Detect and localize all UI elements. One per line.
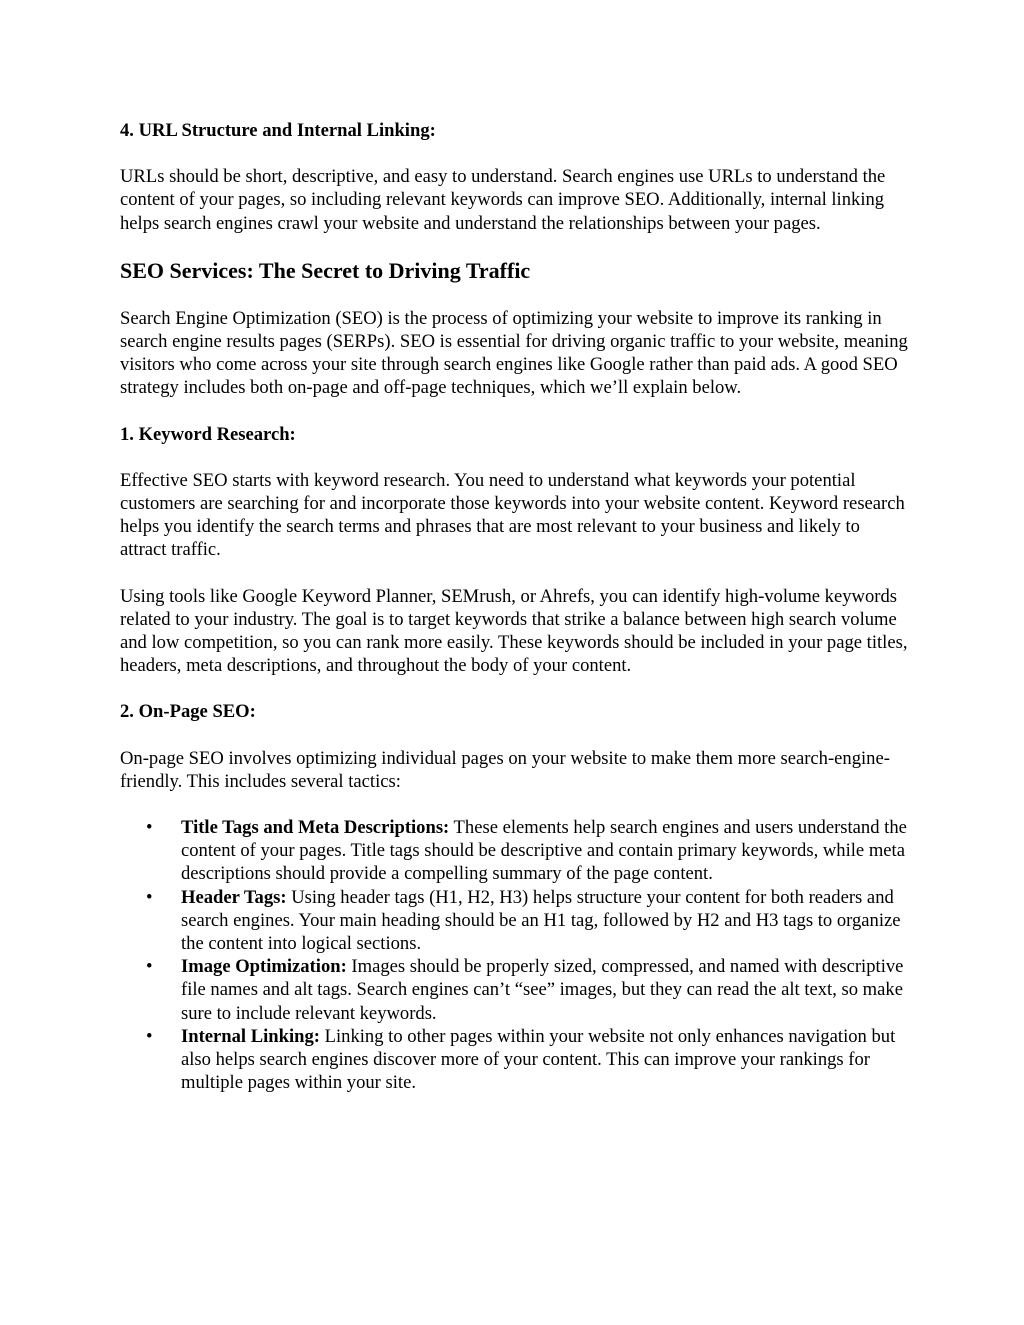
keyword-research-heading: 1. Keyword Research: xyxy=(120,423,296,445)
seo-intro-paragraph: Search Engine Optimization (SEO) is the process of optimizing your website to improve its ranking in search engine results pages (SERPs). SEO is essential for driving organic traffic to your website, meaning visitors who come across your site through search engines like Google rather than paid ads. A good SEO strategy includes both on-page and off-page techniques, which we’ll explain below. xyxy=(120,307,908,399)
tactic-term: Title Tags and Meta Descriptions: xyxy=(181,817,450,839)
bullet-icon: • xyxy=(146,886,153,908)
bullet-icon: • xyxy=(146,1025,153,1047)
url-structure-heading: 4. URL Structure and Internal Linking: xyxy=(120,120,436,141)
tactic-term: Internal Linking: xyxy=(181,1025,320,1047)
on-page-seo-heading: 2. On-Page SEO: xyxy=(120,701,256,723)
tactic-description: These elements help search engines and users understand the content of your pages. Title tags should be descriptive and contain primary keywords, while meta descriptions should provide a compelling summary of the page content. xyxy=(181,817,907,885)
list-item xyxy=(120,1025,910,1095)
document-page xyxy=(120,119,910,1095)
tactic-term: Image Optimization: xyxy=(181,956,347,978)
bullet-icon: • xyxy=(146,817,153,839)
tactic-description: Linking to other pages within your website not only enhances navigation but also helps search engines discover more of your content. This can improve your rankings for multiple pages within your site. xyxy=(181,1025,896,1094)
keyword-research-paragraph-2: Using tools like Google Keyword Planner, SEMrush, or Ahrefs, you can identify high-volume keywords related to your industry. The goal is to target keywords that strike a balance between high search volume and low competition, so you can rank more easily. These keywords should be included in your page titles, headers, meta descriptions, and throughout the body of your content. xyxy=(120,585,908,677)
tactics-list xyxy=(120,816,910,1094)
bullet-icon: • xyxy=(146,956,153,978)
url-structure-paragraph: URLs should be short, descriptive, and easy to understand. Search engines use URLs to understand the content of your pages, so including relevant keywords can improve SEO. Additionally, internal linking helps search engines crawl your website and understand the relationships between your pages. xyxy=(120,166,886,234)
tactic-term: Header Tags: xyxy=(181,886,287,908)
tactic-description: Using header tags (H1, H2, H3) helps structure your content for both readers and search engines. Your main heading should be an H1 tag, followed by H2 and H3 tags to organize the content into logical sections. xyxy=(181,886,901,955)
list-item xyxy=(120,955,910,1025)
list-item xyxy=(120,886,910,956)
on-page-seo-paragraph: On-page SEO involves optimizing individual pages on your website to make them more search-engine-friendly. This includes several tactics: xyxy=(120,747,890,792)
tactic-description: Images should be properly sized, compressed, and named with descriptive file names and alt tags. Search engines can’t “see” images, but they can read the alt text, so make sure to include relevant keywords. xyxy=(181,956,904,1024)
keyword-research-paragraph-1: Effective SEO starts with keyword research. You need to understand what keywords your potential customers are searching for and incorporate those keywords into your website content. Keyword research helps you identify the search terms and phrases that are most relevant to your business and likely to attract traffic. xyxy=(120,469,905,561)
seo-services-title: SEO Services: The Secret to Driving Traffic xyxy=(120,257,531,283)
list-item xyxy=(120,816,910,886)
